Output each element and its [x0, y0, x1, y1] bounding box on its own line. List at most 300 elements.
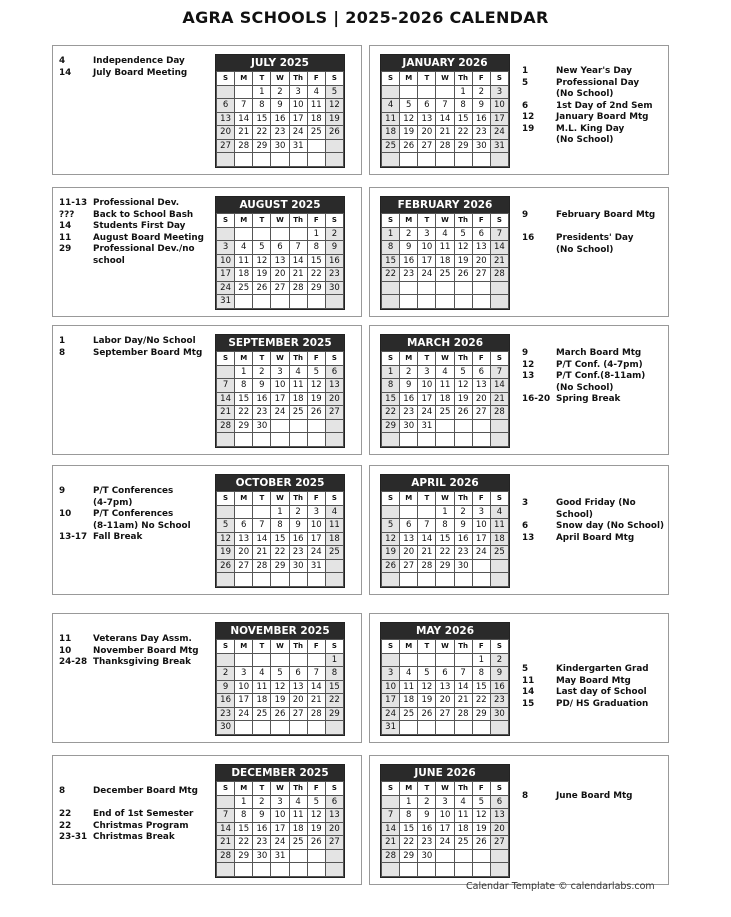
weekday-header: S	[217, 640, 235, 654]
day-cell: 4	[235, 241, 253, 255]
day-cell: 15	[235, 392, 253, 406]
day-cell: 8	[271, 519, 289, 533]
day-cell: 5	[271, 667, 289, 681]
event-date	[522, 383, 556, 395]
weekday-header: Th	[454, 352, 472, 366]
day-cell: 19	[382, 546, 400, 560]
event-date: 11	[522, 675, 535, 686]
month-title: JANUARY 2026	[381, 55, 509, 71]
event-date	[522, 222, 556, 234]
day-cell	[325, 721, 343, 735]
event-title: Veterans Day Assm.	[93, 634, 192, 644]
day-cell: 6	[472, 227, 490, 241]
event-title: M.L. King Day	[556, 123, 625, 134]
day-cell: 4	[289, 795, 307, 809]
event-title: P/T Conferences	[93, 486, 174, 496]
event-list	[522, 66, 667, 147]
day-cell: 20	[418, 126, 436, 140]
day-cell: 30	[325, 281, 343, 295]
event-title: Students First Day	[93, 221, 186, 231]
day-cell	[235, 295, 253, 309]
weekday-header: T	[253, 352, 271, 366]
day-cell	[418, 505, 436, 519]
day-cell: 1	[400, 795, 418, 809]
day-cell	[325, 153, 343, 167]
day-cell: 20	[289, 694, 307, 708]
day-cell: 25	[289, 406, 307, 420]
day-cell: 16	[253, 392, 271, 406]
weekday-header: F	[307, 352, 325, 366]
event-date: 6	[522, 100, 529, 111]
day-cell	[400, 721, 418, 735]
day-cell: 11	[436, 241, 454, 255]
day-cell: 12	[253, 254, 271, 268]
day-cell	[400, 573, 418, 587]
day-cell: 12	[454, 241, 472, 255]
month-panel	[369, 187, 669, 317]
day-cell: 10	[418, 379, 436, 393]
day-cell: 18	[235, 268, 253, 282]
day-cell	[307, 419, 325, 433]
day-cell: 22	[235, 406, 253, 420]
day-cell	[217, 573, 235, 587]
weekday-header: T	[418, 72, 436, 86]
day-cell: 11	[289, 809, 307, 823]
day-cell: 30	[490, 707, 508, 721]
day-cell	[472, 295, 490, 309]
day-cell: 7	[382, 809, 400, 823]
event-title: Back to School Bash	[93, 209, 194, 220]
day-cell: 3	[235, 667, 253, 681]
day-cell: 29	[235, 849, 253, 863]
day-cell	[490, 295, 508, 309]
day-cell: 11	[307, 99, 325, 113]
weekday-header: S	[490, 492, 508, 506]
day-cell	[436, 653, 454, 667]
weekday-header: S	[382, 72, 400, 86]
day-cell	[418, 863, 436, 877]
day-cell: 23	[271, 126, 289, 140]
event-date	[59, 521, 93, 533]
day-cell	[307, 433, 325, 447]
day-cell: 25	[325, 546, 343, 560]
event-item	[522, 664, 667, 676]
weekday-header: Th	[289, 640, 307, 654]
month-panel	[52, 613, 362, 743]
day-cell: 18	[289, 392, 307, 406]
event-item	[522, 371, 667, 383]
weekday-header: F	[307, 782, 325, 796]
weekday-header: F	[307, 214, 325, 228]
day-cell: 14	[217, 822, 235, 836]
day-cell: 30	[472, 139, 490, 153]
event-date: 10	[59, 645, 72, 656]
day-cell: 12	[418, 680, 436, 694]
day-cell	[289, 153, 307, 167]
event-item	[59, 657, 214, 669]
weekday-header: S	[325, 492, 343, 506]
day-cell: 29	[436, 559, 454, 573]
weekday-header: S	[217, 782, 235, 796]
day-cell	[418, 85, 436, 99]
day-cell	[454, 295, 472, 309]
day-cell	[418, 573, 436, 587]
day-cell: 5	[325, 85, 343, 99]
day-cell: 14	[490, 241, 508, 255]
day-cell: 31	[217, 295, 235, 309]
day-cell: 15	[235, 822, 253, 836]
month-panel	[369, 755, 669, 885]
weekday-header: W	[271, 492, 289, 506]
event-item	[59, 521, 214, 533]
day-cell	[382, 795, 400, 809]
day-cell: 6	[400, 519, 418, 533]
day-cell: 27	[217, 139, 235, 153]
day-cell: 15	[382, 254, 400, 268]
day-cell: 10	[289, 99, 307, 113]
day-cell: 12	[454, 379, 472, 393]
day-cell: 27	[472, 268, 490, 282]
weekday-header: Th	[289, 72, 307, 86]
day-cell: 20	[235, 546, 253, 560]
day-cell: 5	[307, 365, 325, 379]
day-cell: 30	[454, 559, 472, 573]
day-cell: 3	[307, 505, 325, 519]
day-cell: 30	[217, 721, 235, 735]
day-cell: 25	[400, 707, 418, 721]
day-cell	[325, 849, 343, 863]
event-date: 19	[522, 123, 535, 134]
event-title: Fall Break	[93, 532, 143, 542]
day-cell: 28	[490, 268, 508, 282]
day-cell	[454, 573, 472, 587]
day-cell: 21	[253, 546, 271, 560]
day-cell: 23	[490, 694, 508, 708]
day-cell: 7	[217, 809, 235, 823]
weekday-header: M	[235, 214, 253, 228]
event-title: December Board Mtg	[93, 786, 198, 796]
day-cell: 28	[217, 849, 235, 863]
weekday-header: W	[436, 72, 454, 86]
event-item	[522, 135, 667, 147]
day-cell: 16	[454, 532, 472, 546]
day-cell	[400, 653, 418, 667]
weekday-header: T	[253, 72, 271, 86]
day-cell: 23	[400, 406, 418, 420]
day-cell: 14	[253, 532, 271, 546]
event-item	[59, 198, 214, 210]
day-cell: 9	[400, 379, 418, 393]
day-cell: 24	[382, 707, 400, 721]
day-cell: 16	[400, 254, 418, 268]
day-cell	[235, 85, 253, 99]
day-cell: 9	[472, 99, 490, 113]
event-title: (No School)	[556, 135, 614, 145]
day-cell: 18	[382, 126, 400, 140]
day-cell: 26	[418, 707, 436, 721]
day-cell: 21	[454, 694, 472, 708]
day-cell: 26	[253, 281, 271, 295]
day-cell	[289, 573, 307, 587]
day-cell: 24	[490, 126, 508, 140]
day-cell	[436, 721, 454, 735]
day-cell: 28	[235, 139, 253, 153]
day-cell	[454, 653, 472, 667]
day-cell: 16	[217, 694, 235, 708]
event-date: 12	[522, 359, 535, 370]
day-cell: 16	[472, 112, 490, 126]
event-date: 11	[59, 634, 72, 644]
event-title: 1st Day of 2nd Sem	[556, 100, 653, 111]
day-cell: 9	[271, 99, 289, 113]
day-cell: 26	[400, 139, 418, 153]
day-cell	[436, 281, 454, 295]
weekday-header: F	[472, 352, 490, 366]
day-cell	[289, 295, 307, 309]
day-cell: 24	[271, 406, 289, 420]
event-date: 22	[59, 809, 72, 819]
day-cell	[271, 721, 289, 735]
day-cell: 28	[454, 707, 472, 721]
day-cell: 1	[382, 227, 400, 241]
day-cell: 20	[436, 694, 454, 708]
day-cell: 10	[235, 680, 253, 694]
day-cell: 15	[253, 112, 271, 126]
day-cell: 1	[325, 653, 343, 667]
weekday-header: W	[436, 352, 454, 366]
day-cell: 17	[418, 392, 436, 406]
day-cell: 8	[454, 99, 472, 113]
day-cell	[217, 433, 235, 447]
day-cell: 31	[382, 721, 400, 735]
event-date: 1	[59, 336, 66, 346]
event-title: PD/ HS Graduation	[556, 698, 649, 709]
day-cell	[253, 227, 271, 241]
day-cell: 27	[436, 707, 454, 721]
day-cell: 27	[400, 559, 418, 573]
day-cell: 9	[325, 241, 343, 255]
weekday-header: F	[307, 640, 325, 654]
weekday-header: S	[325, 640, 343, 654]
event-date	[59, 498, 93, 510]
day-cell: 8	[307, 241, 325, 255]
day-cell: 20	[472, 392, 490, 406]
event-date: 13-17	[59, 532, 88, 542]
weekday-header: F	[307, 72, 325, 86]
day-cell: 13	[325, 809, 343, 823]
day-cell: 28	[289, 281, 307, 295]
event-item	[59, 336, 214, 348]
day-cell	[382, 505, 400, 519]
day-cell	[307, 153, 325, 167]
event-title: Professional Dev.	[93, 198, 180, 208]
day-cell	[400, 433, 418, 447]
day-cell	[289, 227, 307, 241]
month-calendar	[215, 764, 345, 878]
day-cell	[307, 863, 325, 877]
month-panel	[369, 325, 669, 455]
day-cell	[382, 85, 400, 99]
event-date: 1	[522, 66, 529, 76]
day-cell: 28	[490, 406, 508, 420]
day-cell: 20	[271, 268, 289, 282]
day-cell	[253, 653, 271, 667]
day-cell: 17	[436, 822, 454, 836]
day-cell	[289, 653, 307, 667]
day-cell	[454, 863, 472, 877]
event-title: Snow day (No School)	[556, 521, 665, 531]
day-cell	[217, 863, 235, 877]
event-list	[522, 791, 667, 803]
event-title: August Board Meeting	[93, 232, 204, 243]
day-cell	[253, 153, 271, 167]
weekday-header: M	[235, 782, 253, 796]
day-cell	[253, 505, 271, 519]
day-cell: 19	[253, 268, 271, 282]
weekday-header: W	[271, 72, 289, 86]
event-title: Good Friday (No School)	[556, 498, 636, 520]
day-cell: 6	[472, 365, 490, 379]
event-title: Thanksgiving Break	[93, 657, 192, 667]
day-cell	[253, 433, 271, 447]
day-cell: 21	[289, 268, 307, 282]
event-title: (No School)	[556, 382, 614, 393]
day-cell: 28	[382, 849, 400, 863]
day-cell: 26	[325, 126, 343, 140]
event-title: (8-11am) No School	[93, 520, 191, 531]
day-cell: 7	[307, 667, 325, 681]
day-cell: 4	[325, 505, 343, 519]
day-cell	[325, 295, 343, 309]
day-cell: 1	[472, 653, 490, 667]
day-cell	[490, 281, 508, 295]
day-cell: 4	[307, 85, 325, 99]
day-cell	[472, 721, 490, 735]
day-cell: 27	[289, 707, 307, 721]
day-cell	[253, 721, 271, 735]
day-cell: 10	[490, 99, 508, 113]
event-title: Spring Break	[556, 394, 621, 404]
day-cell	[400, 153, 418, 167]
day-cell: 15	[454, 112, 472, 126]
day-cell	[454, 281, 472, 295]
event-date: 13	[522, 532, 535, 543]
event-item	[59, 646, 214, 658]
weekday-header: S	[325, 72, 343, 86]
day-cell: 6	[325, 365, 343, 379]
day-cell: 12	[400, 112, 418, 126]
day-cell	[289, 419, 307, 433]
day-cell: 2	[325, 227, 343, 241]
day-cell: 25	[235, 281, 253, 295]
day-cell: 23	[472, 126, 490, 140]
day-cell: 27	[235, 559, 253, 573]
event-date: 11	[59, 232, 72, 243]
day-cell: 12	[307, 809, 325, 823]
day-cell: 23	[400, 268, 418, 282]
day-cell: 17	[307, 532, 325, 546]
day-cell: 25	[436, 406, 454, 420]
day-cell: 11	[400, 680, 418, 694]
day-cell: 6	[325, 795, 343, 809]
day-cell: 2	[289, 505, 307, 519]
day-cell: 29	[400, 849, 418, 863]
day-cell: 25	[436, 268, 454, 282]
event-item	[522, 233, 667, 245]
event-list	[59, 336, 214, 359]
day-cell: 15	[382, 392, 400, 406]
day-cell: 17	[490, 112, 508, 126]
event-item	[522, 78, 667, 90]
day-cell	[217, 365, 235, 379]
day-cell: 7	[436, 99, 454, 113]
event-title: P/T Conf.(8-11am)	[556, 371, 646, 381]
day-cell: 25	[289, 836, 307, 850]
day-cell	[307, 139, 325, 153]
day-cell: 13	[472, 241, 490, 255]
weekday-header: S	[217, 214, 235, 228]
day-cell: 17	[271, 822, 289, 836]
event-title: Professional Day	[556, 77, 640, 88]
month-title: FEBRUARY 2026	[381, 197, 509, 213]
weekday-header: M	[400, 640, 418, 654]
event-title: Presidents' Day	[556, 233, 634, 243]
day-cell: 2	[400, 227, 418, 241]
day-cell: 5	[454, 365, 472, 379]
day-cell: 25	[454, 836, 472, 850]
month-calendar	[215, 196, 345, 310]
day-cell: 27	[418, 139, 436, 153]
weekday-header: F	[472, 214, 490, 228]
day-cell: 2	[217, 667, 235, 681]
day-cell	[271, 153, 289, 167]
weekday-header: S	[217, 352, 235, 366]
event-item	[522, 699, 667, 711]
month-title: DECEMBER 2025	[216, 765, 344, 781]
day-cell: 7	[490, 227, 508, 241]
event-item	[522, 687, 667, 699]
day-cell	[235, 433, 253, 447]
day-cell	[325, 863, 343, 877]
day-cell: 22	[382, 406, 400, 420]
event-date: 5	[522, 664, 529, 674]
day-cell: 20	[400, 546, 418, 560]
day-cell: 7	[289, 241, 307, 255]
event-title: Christmas Program	[93, 820, 189, 831]
event-list	[59, 198, 214, 267]
day-cell: 29	[472, 707, 490, 721]
day-cell: 13	[271, 254, 289, 268]
day-cell	[490, 573, 508, 587]
day-cell: 11	[454, 809, 472, 823]
day-cell: 8	[382, 379, 400, 393]
day-cell: 29	[235, 419, 253, 433]
day-cell	[382, 295, 400, 309]
event-item	[522, 210, 667, 222]
event-list	[59, 786, 214, 844]
day-cell: 13	[418, 112, 436, 126]
day-cell: 17	[289, 112, 307, 126]
day-cell	[472, 849, 490, 863]
day-cell: 1	[235, 795, 253, 809]
day-cell: 1	[382, 365, 400, 379]
day-cell: 19	[472, 822, 490, 836]
weekday-header: T	[253, 214, 271, 228]
day-cell: 3	[382, 667, 400, 681]
day-cell: 13	[235, 532, 253, 546]
day-cell: 14	[436, 112, 454, 126]
day-cell: 9	[253, 809, 271, 823]
